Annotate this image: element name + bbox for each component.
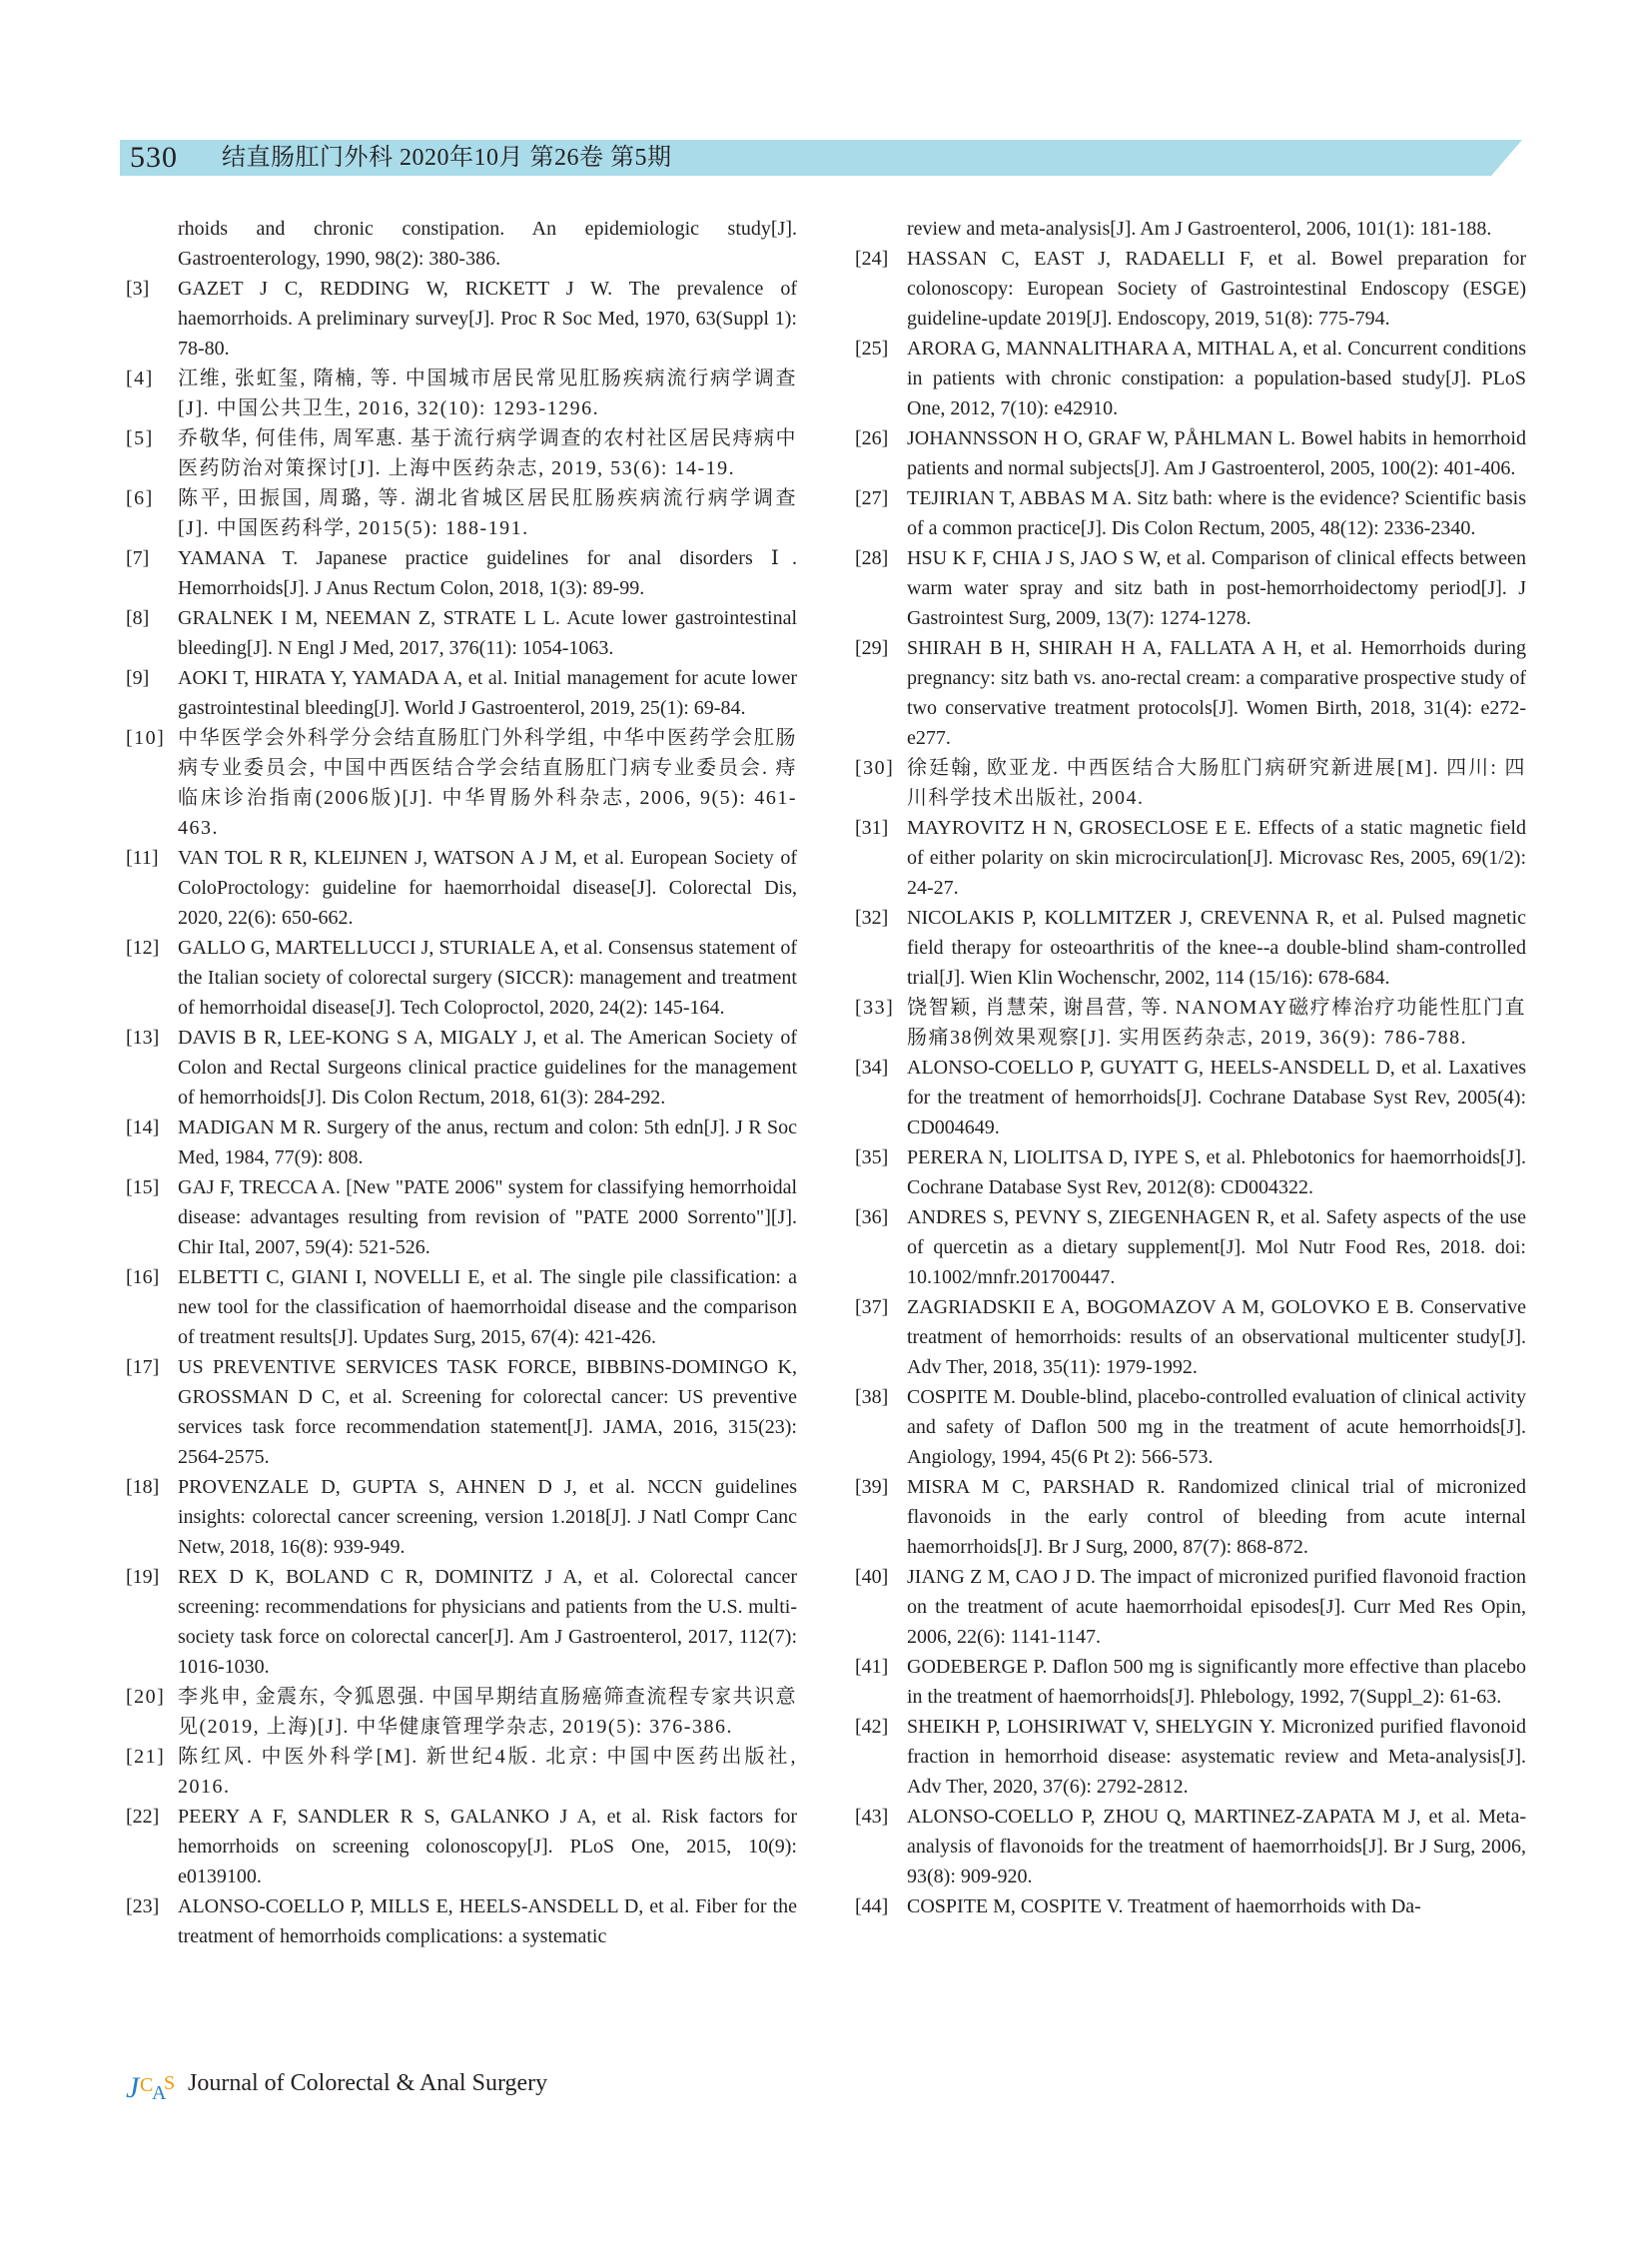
reference-text: 陈红风. 中医外科学[M]. 新世纪4版. 北京: 中国中医药出版社, 2016. [178, 1746, 797, 1798]
reference-number: [3] [126, 278, 150, 300]
reference-item [126, 1262, 797, 1352]
journal-logo-icon [126, 2063, 178, 2103]
reference-text: MAYROVITZ H N, GROSECLOSE E E. Effects of a static magnetic field of either polarity on skin microcirculation[J]. Microvasc Res, 2005, 69(1/2): 24-27. [907, 817, 1526, 899]
reference-item [126, 843, 797, 933]
reference-number: [28] [855, 547, 889, 569]
reference-item [126, 1682, 797, 1742]
reference-item [855, 753, 1526, 813]
reference-item [126, 933, 797, 1023]
reference-text: ALONSO-COELLO P, ZHOU Q, MARTINEZ-ZAPATA M J, et al. Meta-analysis of flavonoids for the treatment of haemorrhoids[J]. Br J Surg, 2006, 93(8): 909-920. [907, 1806, 1526, 1887]
reference-text: ALONSO-COELLO P, MILLS E, HEELS-ANSDELL D, et al. Fiber for the treatment of hemorrhoids complications: a systematic [178, 1895, 797, 1947]
reference-text: HASSAN C, EAST J, RADAELLI F, et al. Bowel preparation for colonoscopy: European Society of Gastrointestinal Endoscopy (ESGE) guideline-update 2019[J]. Endoscopy, 2019, 51(8): 775-794. [907, 248, 1526, 330]
reference-number: [37] [855, 1296, 889, 1318]
reference-number: [4] [126, 368, 154, 389]
reference-number: [15] [126, 1176, 160, 1198]
reference-item [855, 1053, 1526, 1142]
reference-number: [17] [126, 1356, 160, 1378]
reference-item [126, 1742, 797, 1802]
reference-text: ELBETTI C, GIANI I, NOVELLI E, et al. The single pile classification: a new tool for the classification of haemorrhoidal disease and the comparison of treatment results[J]. Updates Surg, 2015, 67(4): 421-426. [178, 1266, 797, 1348]
reference-number: [43] [855, 1806, 889, 1828]
reference-item [855, 1142, 1526, 1202]
reference-number: [26] [855, 427, 889, 449]
reference-continuation [126, 214, 797, 274]
reference-number: [25] [855, 338, 889, 360]
reference-text: SHEIKH P, LOHSIRIWAT V, SHELYGIN Y. Micronized purified flavonoid fraction in hemorrhoid disease: asystematic review and Meta-analysis[J]. Adv Ther, 2020, 37(6): 2792-2812. [907, 1716, 1526, 1798]
reference-text: GRALNEK I M, NEEMAN Z, STRATE L L. Acute lower gastrointestinal bleeding[J]. N Engl J Med, 2017, 376(11): 1054-1063. [178, 607, 797, 659]
reference-item [126, 543, 797, 603]
reference-text: JIANG Z M, CAO J D. The impact of micronized purified flavonoid fraction on the treatment of acute haemorrhoidal episodes[J]. Curr Med Res Opin, 2006, 22(6): 1141-1147. [907, 1566, 1526, 1648]
reference-text: ALONSO-COELLO P, GUYATT G, HEELS-ANSDELL D, et al. Laxatives for the treatment of hemorrhoids[J]. Cochrane Database Syst Rev, 2005(4): CD004649. [907, 1057, 1526, 1138]
reference-number: [22] [126, 1806, 160, 1828]
reference-item [855, 423, 1526, 483]
reference-text: ZAGRIADSKII E A, BOGOMAZOV A M, GOLOVKO E B. Conservative treatment of hemorrhoids: results of an observational multicenter study[J]. Adv Ther, 2018, 35(11): 1979-1992. [907, 1296, 1526, 1378]
references-right-column [855, 214, 1526, 1921]
reference-text: PEERY A F, SANDLER R S, GALANKO J A, et al. Risk factors for hemorrhoids on screening colonoscopy[J]. PLoS One, 2015, 10(9): e0139100. [178, 1806, 797, 1887]
reference-number: [30] [855, 757, 895, 779]
reference-item [126, 364, 797, 423]
reference-item [126, 723, 797, 843]
svg-text:A: A [152, 2082, 167, 2103]
reference-text: review and meta-analysis[J]. Am J Gastroenterol, 2006, 101(1): 181-188. [907, 218, 1492, 240]
reference-number: [16] [126, 1266, 160, 1288]
reference-text: US PREVENTIVE SERVICES TASK FORCE, BIBBINS-DOMINGO K, GROSSMAN D C, et al. Screening for colorectal cancer: US preventive services task force recommendation statement[J]. JAMA, 2016, 315(23): 2564-2575. [178, 1356, 797, 1468]
reference-item [126, 1113, 797, 1172]
reference-item [855, 813, 1526, 903]
reference-number: [6] [126, 487, 154, 509]
reference-text: MADIGAN M R. Surgery of the anus, rectum and colon: 5th edn[J]. J R Soc Med, 1984, 77(9): 808. [178, 1117, 797, 1168]
reference-item [855, 1292, 1526, 1382]
reference-text: COSPITE M. Double-blind, placebo-controlled evaluation of clinical activity and safety of Daflon 500 mg in the treatment of acute hemorrhoids[J]. Angiology, 1994, 45(6 Pt 2): 566-573. [907, 1386, 1526, 1468]
journal-header-title: 结直肠肛门外科 2020年10月 第26卷 第5期 [222, 145, 672, 171]
reference-text: TEJIRIAN T, ABBAS M A. Sitz bath: where is the evidence? Scientific basis of a common practice[J]. Dis Colon Rectum, 2005, 48(12): 2336-2340. [907, 487, 1526, 539]
reference-number: [23] [126, 1895, 160, 1917]
reference-text: NICOLAKIS P, KOLLMITZER J, CREVENNA R, et al. Pulsed magnetic field therapy for osteoarthritis of the knee--a double-blind sham-controlled trial[J]. Wien Klin Wochenschr, 2002, 114 (15/16): 678-684. [907, 907, 1526, 989]
reference-text: GAZET J C, REDDING W, RICKETT J W. The prevalence of haemorrhoids. A preliminary survey[J]. Proc R Soc Med, 1970, 63(Suppl 1): 78-80. [178, 278, 797, 360]
reference-number: [31] [855, 817, 889, 839]
reference-number: [38] [855, 1386, 889, 1408]
reference-item [855, 1712, 1526, 1802]
reference-number: [19] [126, 1566, 160, 1588]
reference-number: [7] [126, 547, 150, 569]
reference-text: 江维, 张虹玺, 隋楠, 等. 中国城市居民常见肛肠疾病流行病学调查[J]. 中国公共卫生, 2016, 32(10): 1293-1296. [178, 368, 797, 419]
reference-number: [10] [126, 727, 166, 749]
reference-number: [9] [126, 667, 150, 689]
reference-item [126, 1802, 797, 1891]
reference-item [126, 483, 797, 543]
reference-item [126, 1352, 797, 1472]
reference-item [126, 1472, 797, 1562]
reference-item [855, 1202, 1526, 1292]
reference-text: PROVENZALE D, GUPTA S, AHNEN D J, et al. NCCN guidelines insights: colorectal cancer screening, version 1.2018[J]. J Natl Compr Canc Netw, 2018, 16(8): 939-949. [178, 1476, 797, 1558]
svg-text:C: C [140, 2074, 154, 2096]
reference-text: GAJ F, TRECCA A. [New "PATE 2006" system for classifying hemorrhoidal disease: advantages resulting from revision of "PATE 2000 Sorrento"][J]. Chir Ital, 2007, 59(4): 521-526. [178, 1176, 797, 1258]
reference-text: REX D K, BOLAND C R, DOMINITZ J A, et al. Colorectal cancer screening: recommendations for physicians and patients from the U.S. multi- society task force on colorectal cancer[J]. Am J Gastroenterol, 2017, 112(7): 1016-1030. [178, 1566, 797, 1678]
reference-number: [18] [126, 1476, 160, 1498]
reference-text: AOKI T, HIRATA Y, YAMADA A, et al. Initial management for acute lower gastrointestinal bleeding[J]. World J Gastroenterol, 2019, 25(1): 69-84. [178, 667, 797, 719]
reference-number: [39] [855, 1476, 889, 1498]
reference-text: YAMANA T. Japanese practice guidelines for anal disorders Ⅰ. Hemorrhoids[J]. J Anus Rectum Colon, 2018, 1(3): 89-99. [178, 547, 797, 599]
reference-text: SHIRAH B H, SHIRAH H A, FALLATA A H, et al. Hemorrhoids during pregnancy: sitz bath vs. ano-rectal cream: a comparative prospective study of two conservative treatment protocols[J]. Women Birth, 2018, 31(4): e272-e277. [907, 637, 1526, 749]
reference-item [126, 603, 797, 663]
reference-text: MISRA M C, PARSHAD R. Randomized clinical trial of micronized flavonoids in the early control of bleeding from acute internal haemorrhoids[J]. Br J Surg, 2000, 87(7): 868-872. [907, 1476, 1526, 1558]
reference-item [126, 663, 797, 723]
reference-item [855, 334, 1526, 423]
svg-text:J: J [126, 2071, 140, 2103]
reference-item [855, 903, 1526, 993]
reference-item [126, 274, 797, 364]
reference-number: [29] [855, 637, 889, 659]
reference-number: [14] [126, 1117, 160, 1138]
reference-item [126, 1562, 797, 1682]
reference-number: [41] [855, 1656, 889, 1678]
reference-number: [44] [855, 1895, 889, 1917]
reference-text: GODEBERGE P. Daflon 500 mg is significantly more effective than placebo in the treatment of haemorrhoids[J]. Phlebology, 1992, 7(Suppl_2): 61-63. [907, 1656, 1526, 1708]
reference-item [855, 1802, 1526, 1891]
reference-number: [21] [126, 1746, 166, 1768]
reference-text: COSPITE M, COSPITE V. Treatment of haemorrhoids with Da- [907, 1895, 1421, 1917]
reference-number: [42] [855, 1716, 889, 1738]
reference-number: [27] [855, 487, 889, 509]
reference-number: [20] [126, 1686, 166, 1708]
reference-number: [32] [855, 907, 889, 929]
page-footer [126, 2063, 547, 2103]
reference-item [855, 1891, 1526, 1921]
reference-number: [35] [855, 1146, 889, 1168]
reference-text: rhoids and chronic constipation. An epidemiologic study[J]. Gastroenterology, 1990, 98(2): 380-386. [178, 218, 797, 270]
reference-item [855, 993, 1526, 1053]
page-number: 530 [130, 141, 178, 174]
svg-text:S: S [164, 2072, 176, 2094]
reference-text: GALLO G, MARTELLUCCI J, STURIALE A, et al. Consensus statement of the Italian society of colorectal surgery (SICCR): management and treatment of hemorrhoidal disease[J]. Tech Coloproctol, 2020, 24(2): 145-164. [178, 937, 797, 1019]
reference-text: 徐廷翰, 欧亚龙. 中西医结合大肠肛门病研究新进展[M]. 四川: 四川科学技术出版社, 2004. [907, 757, 1526, 809]
reference-item [855, 1652, 1526, 1712]
reference-text: 乔敬华, 何佳伟, 周军惠. 基于流行病学调查的农村社区居民痔病中医药防治对策探讨[J]. 上海中医药杂志, 2019, 53(6): 14-19. [178, 427, 797, 479]
reference-number: [36] [855, 1206, 889, 1228]
reference-number: [13] [126, 1027, 160, 1049]
reference-number: [8] [126, 607, 150, 629]
reference-text: VAN TOL R R, KLEIJNEN J, WATSON A J M, et al. European Society of ColoProctology: guideline for haemorrhoidal disease[J]. Colorectal Dis, 2020, 22(6): 650-662. [178, 847, 797, 929]
reference-text: PERERA N, LIOLITSA D, IYPE S, et al. Phlebotonics for haemorrhoids[J]. Cochrane Database Syst Rev, 2012(8): CD004322. [907, 1146, 1526, 1198]
reference-item [855, 483, 1526, 543]
reference-number: [12] [126, 937, 160, 959]
reference-item [855, 543, 1526, 633]
reference-text: 饶智颖, 肖慧荣, 谢昌营, 等. NANOMAY磁疗棒治疗功能性肛门直肠痛38例效果观察[J]. 实用医药杂志, 2019, 36(9): 786-788. [907, 997, 1526, 1049]
reference-item [855, 1472, 1526, 1562]
reference-number: [11] [126, 847, 159, 869]
reference-text: JOHANNSSON H O, GRAF W, PÅHLMAN L. Bowel habits in hemorrhoid patients and normal subjects[J]. Am J Gastroenterol, 2005, 100(2): 401-406. [907, 427, 1526, 479]
reference-item [855, 1562, 1526, 1652]
reference-number: [5] [126, 427, 154, 449]
reference-item [126, 1172, 797, 1262]
reference-number: [34] [855, 1057, 889, 1079]
references-left-column [126, 214, 797, 1951]
reference-text: ARORA G, MANNALITHARA A, MITHAL A, et al. Concurrent conditions in patients with chronic constipation: a population-based study[J]. PLoS One, 2012, 7(10): e42910. [907, 338, 1526, 419]
reference-text: 李兆申, 金震东, 令狐恩强. 中国早期结直肠癌筛查流程专家共识意见(2019, 上海)[J]. 中华健康管理学杂志, 2019(5): 376-386. [178, 1686, 797, 1738]
reference-item [126, 423, 797, 483]
reference-text: HSU K F, CHIA J S, JAO S W, et al. Comparison of clinical effects between warm water spray and sitz bath in post-hemorrhoidectomy period[J]. J Gastrointest Surg, 2009, 13(7): 1274-1278. [907, 547, 1526, 629]
journal-footer-name: Journal of Colorectal & Anal Surgery [188, 2070, 548, 2096]
reference-text: ANDRES S, PEVNY S, ZIEGENHAGEN R, et al. Safety aspects of the use of quercetin as a dietary supplement[J]. Mol Nutr Food Res, 2018. doi: 10.1002/mnfr.201700447. [907, 1206, 1526, 1288]
reference-text: 中华医学会外科学分会结直肠肛门外科学组, 中华中医药学会肛肠病专业委员会, 中国中西医结合学会结直肠肛门病专业委员会. 痔临床诊治指南(2006版)[J]. 中华胃肠外科杂志, 2006, 9(5): 461-463. [178, 727, 797, 839]
reference-number: [24] [855, 248, 889, 270]
reference-text: 陈平, 田振国, 周璐, 等. 湖北省城区居民肛肠疾病流行病学调查[J]. 中国医药科学, 2015(5): 188-191. [178, 487, 797, 539]
reference-item [126, 1023, 797, 1113]
reference-number: [40] [855, 1566, 889, 1588]
reference-continuation [855, 214, 1526, 244]
reference-text: DAVIS B R, LEE-KONG S A, MIGALY J, et al. The American Society of Colon and Rectal Surgeons clinical practice guidelines for the management of hemorrhoids[J]. Dis Colon Rectum, 2018, 61(3): 284-292. [178, 1027, 797, 1109]
reference-number: [33] [855, 997, 895, 1019]
reference-item [855, 1382, 1526, 1472]
reference-item [855, 633, 1526, 753]
reference-item [126, 1891, 797, 1951]
reference-item [855, 244, 1526, 334]
